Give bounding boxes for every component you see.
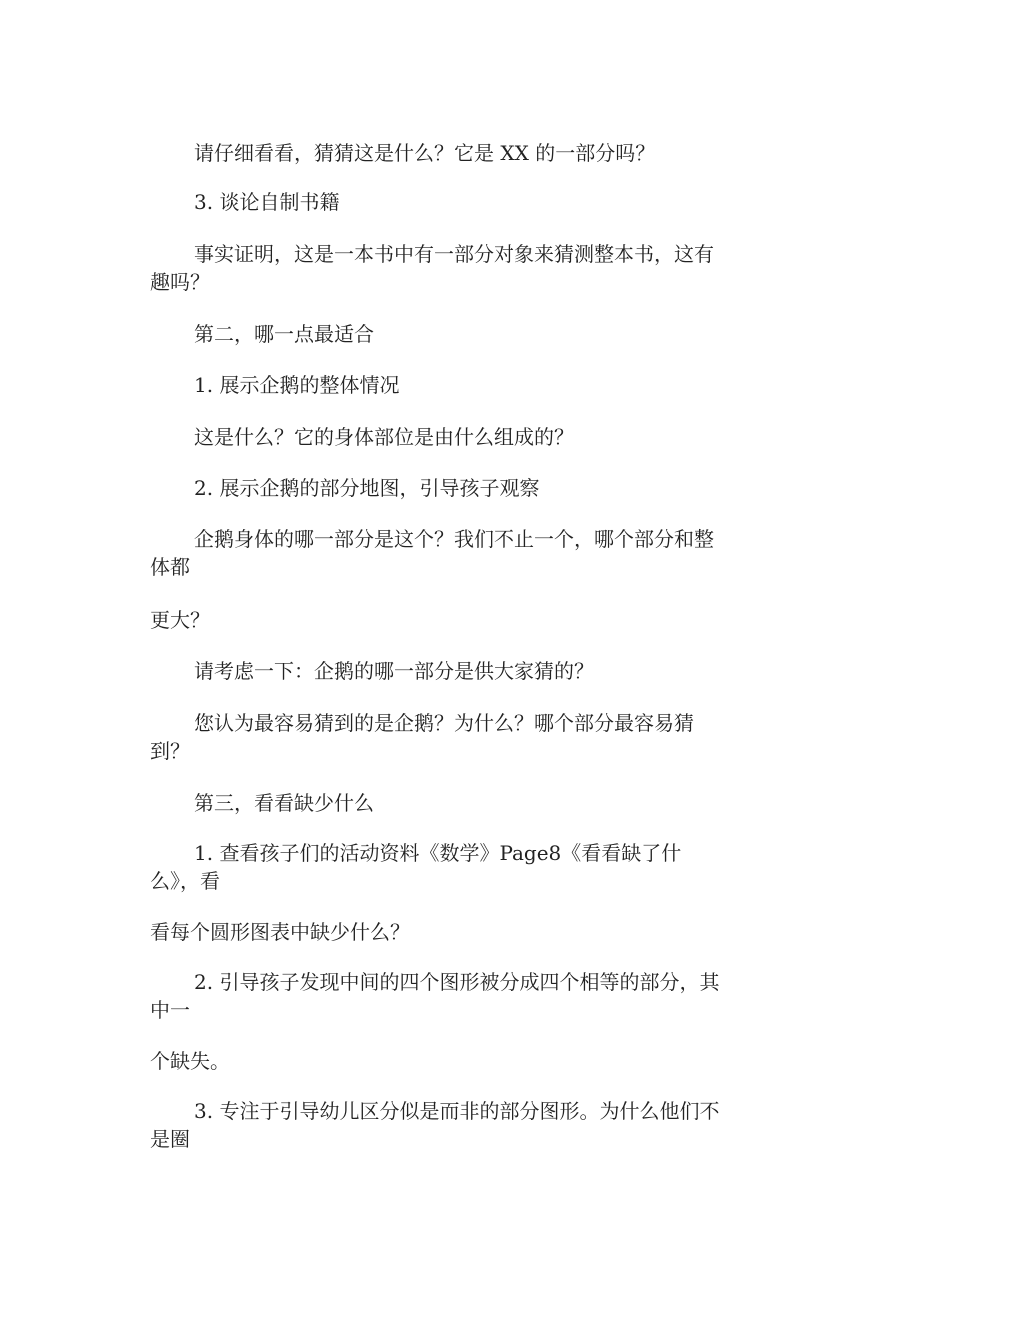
paragraph: 1. 展示企鹅的整体情况	[194, 373, 400, 397]
paragraph: 事实证明，这是一本书中有一部分对象来猜测整本书，这有趣吗？	[150, 242, 714, 294]
section-heading: 第三，看看缺少什么	[194, 791, 374, 815]
paragraph: 2. 引导孩子发现中间的四个图形被分成四个相等的部分，其中一	[150, 970, 720, 1022]
paragraph: 2. 展示企鹅的部分地图，引导孩子观察	[194, 476, 540, 500]
paragraph: 更大？	[150, 608, 210, 632]
paragraph: 个缺失。	[150, 1049, 230, 1073]
section-heading: 第二，哪一点最适合	[194, 322, 374, 346]
paragraph: 3. 谈论自制书籍	[194, 190, 340, 214]
paragraph: 1. 查看孩子们的活动资料《数学》Page8《看看缺了什么》，看	[150, 841, 682, 893]
paragraph: 企鹅身体的哪一部分是这个？我们不止一个，哪个部分和整体都	[150, 527, 714, 579]
paragraph: 这是什么？它的身体部位是由什么组成的？	[194, 425, 574, 449]
paragraph: 请考虑一下：企鹅的哪一部分是供大家猜的？	[194, 659, 594, 683]
paragraph: 看每个圆形图表中缺少什么？	[150, 920, 410, 944]
paragraph: 请仔细看看，猜猜这是什么？它是 XX 的一部分吗？	[194, 141, 656, 165]
paragraph: 3. 专注于引导幼儿区分似是而非的部分图形。为什么他们不是圈	[150, 1099, 720, 1151]
paragraph: 您认为最容易猜到的是企鹅？为什么？哪个部分最容易猜到？	[150, 711, 694, 763]
